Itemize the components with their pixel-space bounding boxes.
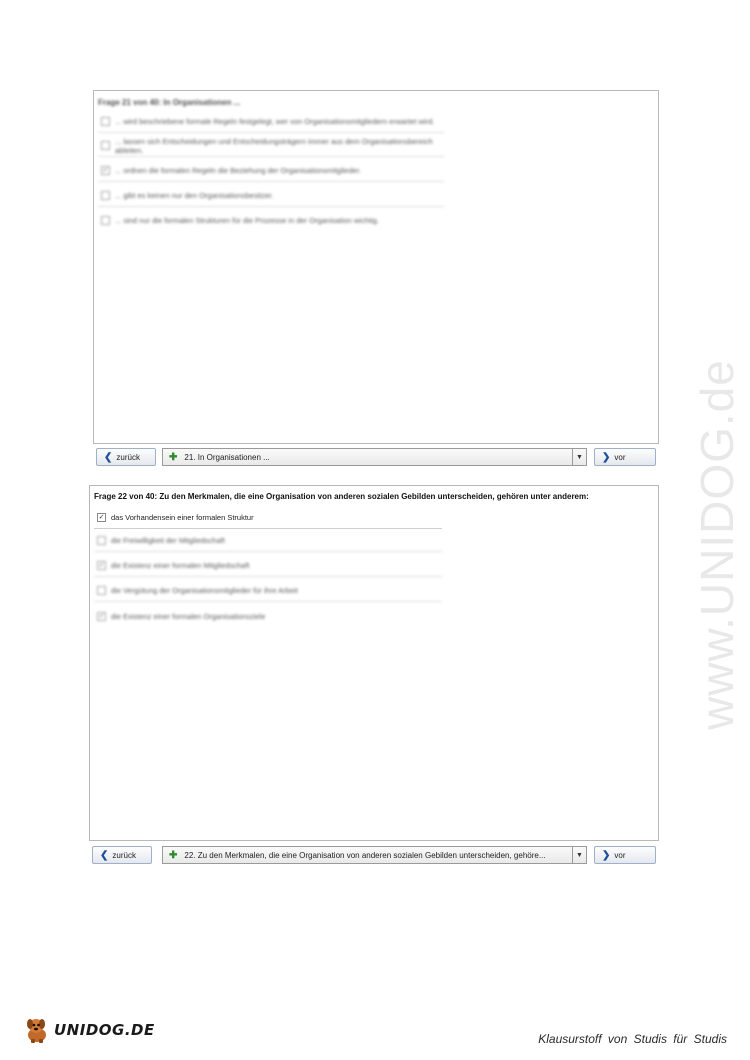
- answer-label: ... lassen sich Entscheidungen und Entscheidungsträgern immer aus dem Organisationsbereich ableiten.: [115, 136, 433, 155]
- answer-label: ... sind nur die formalen Strukturen für die Prozesse in der Organisation wichtig.: [115, 215, 379, 225]
- answer-label: das Vorhandensein einer formalen Struktur: [111, 513, 254, 522]
- unidog-logo[interactable]: [22, 1015, 155, 1045]
- plus-icon: ✚: [169, 849, 178, 861]
- question-title: Frage 22 von 40: Zu den Merkmalen, die eine Organisation von anderen sozialen Gebilden unterscheiden, gehören unter anderem:: [94, 492, 589, 501]
- answer-option[interactable]: [98, 111, 444, 133]
- chevron-left-icon: ❮: [100, 849, 109, 861]
- question-select-value: 22. Zu den Merkmalen, die eine Organisation von anderen sozialen Gebilden unterscheiden, gehöre...: [184, 850, 546, 860]
- answer-option[interactable]: [98, 209, 444, 231]
- back-button[interactable]: [92, 846, 152, 864]
- chevron-left-icon: ❮: [104, 451, 113, 463]
- question-title: Frage 21 von 40: In Organisationen ...: [98, 98, 241, 107]
- logo-text: UNIDOG.DE: [54, 1021, 155, 1039]
- dropdown-arrow-icon[interactable]: ▼: [572, 449, 586, 465]
- back-button[interactable]: [96, 448, 156, 466]
- back-button-label: zurück: [116, 452, 140, 462]
- navigation-bar: [95, 447, 657, 467]
- question-select[interactable]: [162, 448, 587, 466]
- footer-tagline: Klausurstoff von Studis für Studis: [538, 1032, 727, 1046]
- checkbox[interactable]: [101, 216, 110, 225]
- answer-option[interactable]: [94, 555, 442, 577]
- checkbox[interactable]: [97, 536, 106, 545]
- checkbox[interactable]: [101, 141, 110, 150]
- answer-option[interactable]: [98, 185, 444, 207]
- answer-label: ... wird beschriebene formale Regeln festgelegt, wer von Organisationsmitgliedern erwartet wird.: [115, 117, 435, 126]
- forward-button[interactable]: [594, 846, 656, 864]
- dog-mascot-icon: [22, 1015, 52, 1045]
- plus-icon: ✚: [169, 451, 178, 463]
- question-select[interactable]: [162, 846, 587, 864]
- question-select-value: 21. In Organisationen ...: [184, 452, 270, 462]
- answer-label: ... gibt es keinen nur den Organisationsbesitzer.: [115, 191, 274, 200]
- checkbox-checked[interactable]: ✓: [98, 562, 105, 569]
- answer-label: die Vergütung der Organisationsmitglieder für ihre Arbeit: [111, 586, 298, 595]
- forward-button-label: vor: [614, 452, 626, 462]
- question-panel-21: [93, 90, 659, 444]
- checkbox-checked[interactable]: ✓: [102, 167, 109, 174]
- answer-option[interactable]: [94, 530, 442, 552]
- checkbox-checked[interactable]: ✓: [98, 514, 105, 521]
- checkbox[interactable]: [101, 117, 110, 126]
- forward-button[interactable]: [594, 448, 656, 466]
- answer-label: ... ordnen die formalen Regeln die Beziehung der Organisationsmitglieder.: [115, 166, 361, 175]
- checkbox[interactable]: [101, 191, 110, 200]
- back-button-label: zurück: [112, 850, 136, 860]
- answer-label: die Existenz einer formalen Organisationsziele: [111, 611, 266, 621]
- question-panel-22: [89, 485, 659, 841]
- checkbox[interactable]: [97, 586, 106, 595]
- answer-option[interactable]: [94, 605, 442, 627]
- answer-label: die Existenz einer formalen Mitgliedschaft: [111, 561, 250, 570]
- navigation-bar: [91, 845, 659, 865]
- answer-option[interactable]: [94, 507, 442, 529]
- dropdown-arrow-icon[interactable]: ▼: [572, 847, 586, 863]
- forward-button-label: vor: [614, 850, 626, 860]
- answer-option[interactable]: [94, 580, 442, 602]
- chevron-right-icon: ❯: [602, 849, 611, 861]
- watermark: www.UNIDOG.de: [691, 359, 743, 730]
- answer-option[interactable]: [98, 160, 444, 182]
- checkbox-checked[interactable]: ✓: [98, 612, 105, 620]
- answer-label: die Freiwilligkeit der Mitgliedschaft: [111, 536, 225, 545]
- chevron-right-icon: ❯: [602, 451, 611, 463]
- answer-option[interactable]: [98, 135, 444, 157]
